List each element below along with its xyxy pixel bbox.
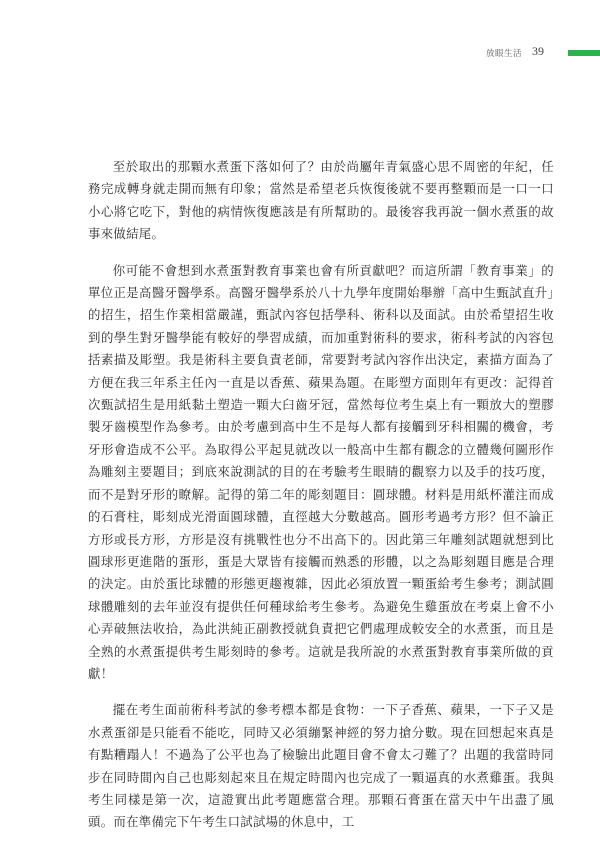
paragraph: 你可能不會想到水煮蛋對教育事業也會有所貢獻吧？而這所謂「教育事業」的單位正是高醫牙醫學系。高醫牙醫學系於八十九學年度開始舉辦「高中生甄試直升」的招生，招生作業相當嚴謹，甄試內容包括學科、術科以及面試。由於希望招生收到的學生對牙醫學能有較好的學習成績，而加重對術科的要求，術科考試的內容包括素描及彫塑。我是術科主要負責老師，常要對考試內容作出決定，素描方面為了方便在我三年系主任內一直是以香蕉、蘋果為題。在彫塑方面則年有更改：記得首次甄試招生是用紙黏土塑造一顆大臼齒牙冠，當然每位考生桌上有一顆放大的塑膠製牙齒模型作為參考。由於考慮到高中生不是每人都有接觸到牙科相關的機會，考牙形會造成不公平。為取得公平起見就改以一般高中生都有觀念的立體幾何圖形作為雕刻主要題目；到底來說測試的目的在考驗考生眼睛的觀察力以及手的技巧度，而不是對牙形的瞭解。記得的第二年的彫刻題目：圓球體。材料是用紙杯灌注而成的石膏柱，彫刻成光滑面圓球體，直徑越大分數越高。圓形考過考方形？但不論正方形或長方形，方形是沒有挑戰性也分不出高下的。因此第三年雕刻試題就想到比圓球形更進階的蛋形，蛋是大眾皆有接觸而熟悉的形體，以之為彫刻題目應是合理的決定。由於蛋比球體的形態更趨複雜，因此必須放置一顆蛋給考生參考；測試圓球體雕刻的去年並沒有提供任何種球給考生參考。為避免生雞蛋放在考桌上會不小心弄破無法收拾，為此洪純正副教授就負責把它們處理成較安全的水煮蛋，而且是全熟的水煮蛋提供考生彫刻時的參考。這就是我所說的水煮蛋對教育事業所做的貢獻！ xyxy=(88,262,554,681)
article-body xyxy=(88,156,554,848)
page-number: 39 xyxy=(532,44,544,58)
running-title: 放眼生活 xyxy=(485,49,522,59)
paragraph: 擺在考生面前術科考試的參考標本都是食物：一下子香蕉、蘋果，一下子又是水煮蛋卻是只能看不能吃，同時又必須繃緊神經的努力搶分數。現在回想起來真是有點糟蹋人！不過為了公平也為了檢驗出此題目會不會太刁難了？出題的我當時同步在同時間內自己也彫刻起來且在規定時間內也完成了一顆逼真的水煮雞蛋。我與考生同樣是第一次，這證實出此考題應當合理。那顆石膏蛋在當天中午出盡了風頭。而在準備完下午考生口試試場的休息中，工 xyxy=(88,702,554,830)
page-header xyxy=(0,44,600,60)
green-accent-bar xyxy=(568,50,600,56)
paragraph: 至於取出的那顆水煮蛋下落如何了？由於尚屬年青氣盛心思不周密的年紀，任務完成轉身就走開而無有印象；當然是希望老兵恢復後就不要再整顆而是一口一口小心將它吃下，對他的病情恢復應該是有所幫助的。最後容我再說一個水煮蛋的故事來做結尾。 xyxy=(88,159,554,242)
